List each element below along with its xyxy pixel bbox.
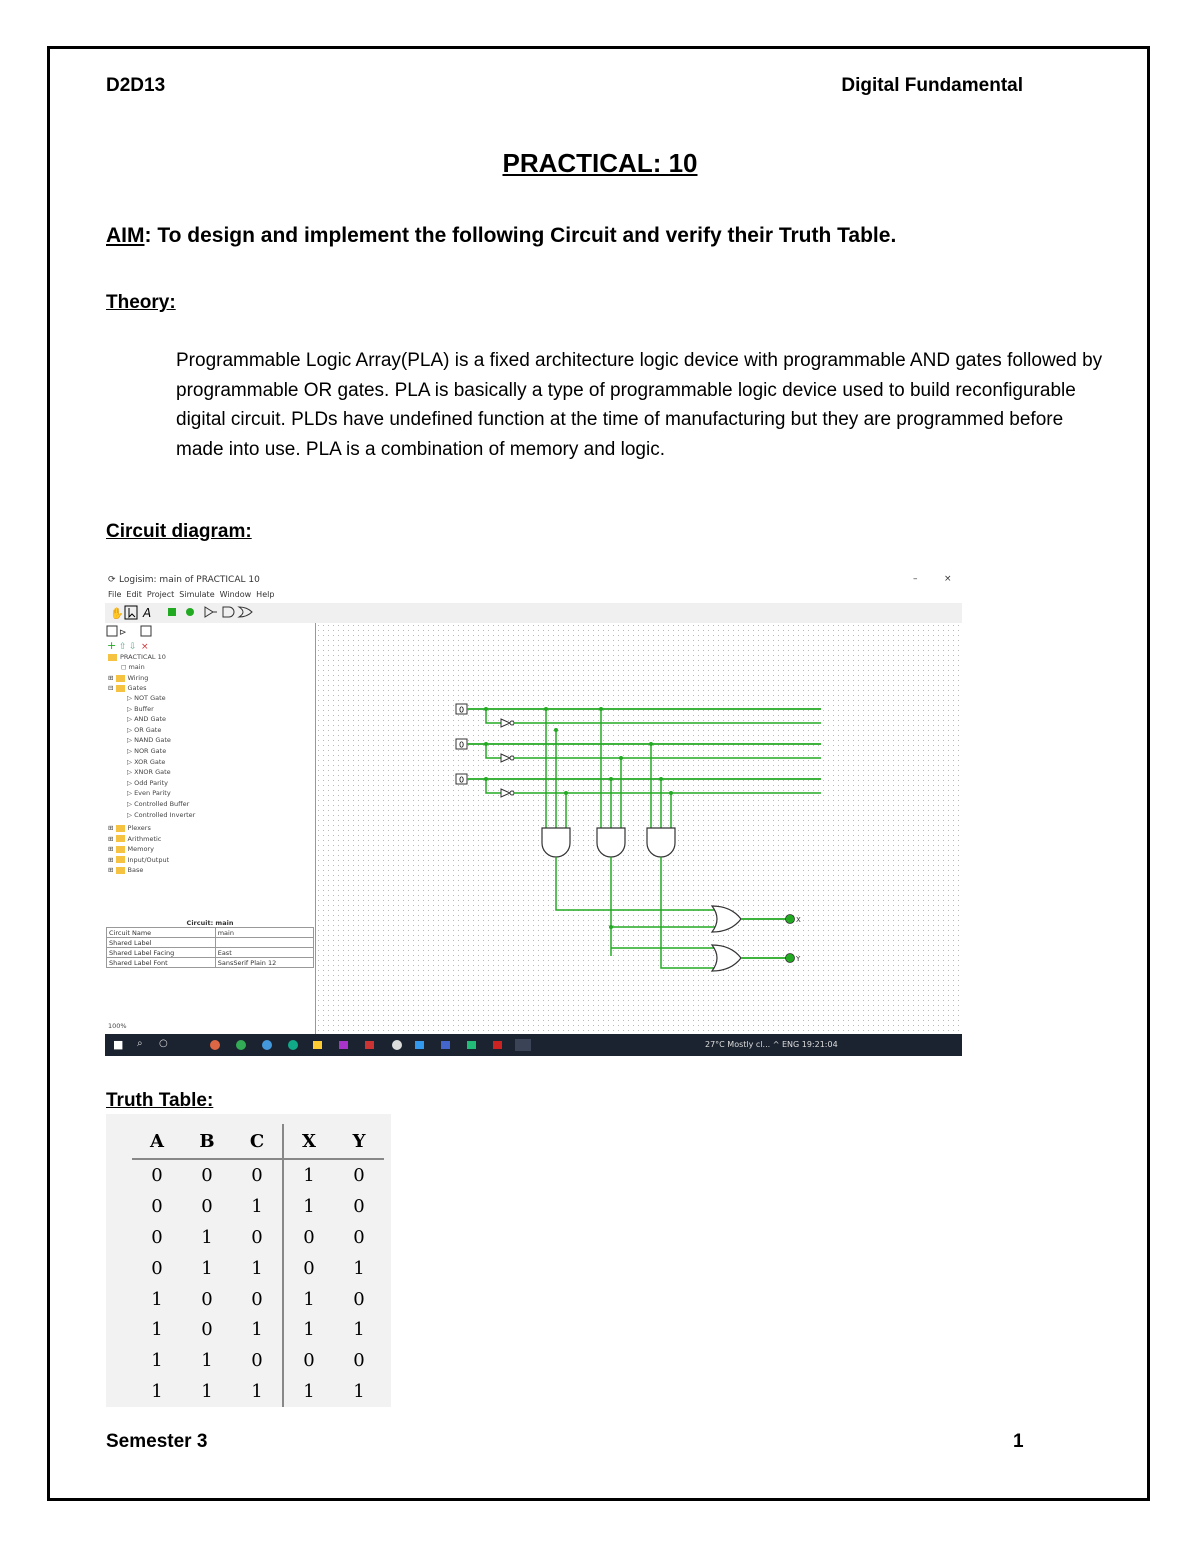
truth-table-cell: 0 — [283, 1253, 334, 1284]
truth-table-cell: 1 — [353, 1381, 365, 1403]
truth-table-cell: 0 — [283, 1222, 334, 1253]
truth-table — [132, 1124, 384, 1407]
app-icon[interactable] — [365, 1041, 374, 1049]
truth-table-row — [132, 1159, 384, 1191]
truth-table-cell: 1 — [251, 1381, 263, 1403]
tree-folder-wiring[interactable]: ⊞ Wiring — [108, 674, 149, 682]
menu-help[interactable]: Help — [256, 590, 275, 599]
component-tree — [105, 651, 315, 915]
not-gate — [501, 789, 510, 797]
truth-table-cell: 1 — [283, 1314, 334, 1345]
minimize-icon[interactable]: – — [913, 574, 918, 584]
folder-icon — [116, 867, 125, 874]
input-pin-icon[interactable] — [168, 608, 176, 616]
select-tool-icon[interactable] — [125, 606, 137, 619]
vscode-icon[interactable] — [415, 1041, 424, 1049]
close-icon[interactable]: × — [944, 574, 952, 584]
truth-table-row — [132, 1191, 384, 1222]
truth-table-cell: 0 — [251, 1164, 263, 1186]
tree-folder[interactable]: ⊞ Base — [108, 866, 144, 875]
tree-gate-item[interactable]: ▷ Controlled Inverter — [127, 810, 196, 819]
truth-table-cell: 1 — [251, 1319, 263, 1341]
output-pin — [786, 915, 795, 924]
gate-icon: ▷ — [127, 704, 135, 713]
wire — [486, 744, 501, 758]
output-pin-icon[interactable] — [186, 608, 194, 616]
window-title: Logisim: main of PRACTICAL 10 — [119, 575, 260, 585]
truth-table-cell: 0 — [151, 1257, 163, 1279]
truth-table-cell: 1 — [283, 1159, 334, 1191]
gate-icon: ▷ — [127, 694, 135, 702]
truth-table-cell: 0 — [151, 1226, 163, 1248]
text-tool-icon[interactable]: A — [143, 606, 152, 620]
truth-table-row — [132, 1253, 384, 1284]
truth-table-cell: 1 — [283, 1284, 334, 1315]
folder-icon — [116, 825, 125, 832]
output-pin-label: X — [796, 916, 801, 924]
aim-text: : To design and implement the following Circuit and verify their Truth Table. — [144, 224, 897, 247]
attr-value[interactable]: SansSerif Plain 12 — [215, 958, 313, 968]
folder-icon — [116, 846, 125, 853]
truth-table-cell: 1 — [151, 1381, 163, 1403]
input-pin-value: 0 — [459, 705, 465, 715]
truth-table-row — [132, 1222, 384, 1253]
not-gate-icon[interactable] — [205, 607, 217, 617]
truth-table-cell: 0 — [151, 1195, 163, 1217]
tree-gate-item[interactable]: ▷ NOR Gate — [127, 747, 167, 755]
windows-taskbar — [105, 1034, 962, 1056]
truth-table-cell: 1 — [151, 1319, 163, 1341]
gate-icon: ▷ — [127, 715, 135, 724]
wire — [486, 779, 501, 793]
truth-table-cell: 1 — [151, 1288, 163, 1310]
truth-table-cell: 1 — [201, 1257, 213, 1279]
and-gate — [597, 828, 625, 857]
toolbar-tools — [105, 603, 305, 623]
output-pin-label: Y — [796, 955, 801, 963]
input-pin-value: 0 — [459, 740, 465, 750]
explorer-tools — [105, 623, 315, 653]
circuit-canvas[interactable] — [315, 623, 962, 1034]
attr-value[interactable] — [215, 938, 313, 948]
footer-semester: Semester 3 — [106, 1431, 208, 1452]
truth-table-cell: 1 — [151, 1350, 163, 1372]
folder-icon — [116, 835, 125, 842]
gate-icon: ▷ — [127, 789, 135, 798]
tree-gate-item[interactable]: ▷ XNOR Gate — [127, 768, 171, 777]
attribute-table-title: Circuit: main — [186, 918, 234, 927]
tree-gate-item[interactable]: ▷ Odd Parity — [127, 778, 168, 787]
menu-simulate[interactable]: Simulate — [179, 590, 215, 599]
gate-icon: ▷ — [127, 747, 135, 755]
not-gate-bubble — [510, 721, 514, 725]
truth-table-cell: 0 — [251, 1226, 263, 1248]
menu-project[interactable]: Project — [146, 590, 175, 599]
truth-table-cell: 1 — [201, 1226, 213, 1248]
app-icon[interactable] — [236, 1040, 246, 1050]
truth-table-cell: 0 — [283, 1345, 334, 1376]
app-icon[interactable] — [288, 1040, 298, 1050]
not-gate — [501, 754, 510, 762]
truth-table-cell: 0 — [251, 1350, 263, 1372]
main-toolbar — [105, 603, 962, 623]
attr-label: Shared Label — [107, 938, 216, 948]
layout-icon[interactable] — [141, 626, 151, 636]
gate-icon: ▷ — [127, 768, 135, 777]
or-gate — [712, 945, 741, 971]
explorer-toolbar — [105, 623, 315, 653]
taskbar-apps — [205, 1038, 535, 1052]
tree-folder-gates[interactable]: ⊟ Gates — [108, 684, 147, 692]
folder-icon — [116, 856, 125, 863]
or-gate-icon[interactable] — [239, 607, 252, 617]
not-gate-bubble — [510, 756, 514, 760]
gate-icon: ▷ — [127, 810, 135, 819]
truth-table-cell: 1 — [201, 1350, 213, 1372]
tree-gate-item[interactable]: ▷ XOR Gate — [127, 757, 166, 766]
truth-table-cell: 1 — [251, 1195, 263, 1217]
poke-tool-icon[interactable]: ✋ — [110, 607, 124, 620]
gate-icon: ▷ — [127, 725, 135, 734]
wire — [486, 709, 501, 723]
tree-gate-item[interactable]: ▷ OR Gate — [127, 725, 162, 734]
tree-gate-item[interactable]: ▷ NAND Gate — [127, 736, 171, 745]
truth-table-cell: 0 — [251, 1288, 263, 1310]
folder-app-icon[interactable] — [313, 1041, 322, 1049]
wire — [661, 857, 716, 968]
folder-icon — [108, 654, 117, 661]
truth-table-cell: 0 — [201, 1288, 213, 1310]
truth-table-cell: 0 — [201, 1195, 213, 1217]
truth-table-row — [132, 1284, 384, 1315]
truth-table-heading: Truth Table: — [106, 1090, 214, 1111]
attr-label: Circuit Name — [107, 928, 216, 938]
truth-table-cell: 0 — [353, 1226, 365, 1248]
logisim-icon: ⟳ — [108, 575, 116, 585]
tree-folder[interactable]: ⊞ Input/Output — [108, 855, 170, 864]
truth-table-cell: 1 — [353, 1319, 365, 1341]
tree-gate-item[interactable]: ▷ Even Parity — [127, 789, 171, 798]
tree-folder[interactable]: ⊞ Plexers — [108, 824, 151, 832]
app-icon[interactable] — [210, 1040, 220, 1050]
add-circuit-icon[interactable]: + — [107, 639, 117, 652]
tree-folder[interactable]: ⊞ Arithmetic — [108, 834, 162, 843]
attr-label: Shared Label Facing — [107, 948, 216, 958]
aim-statement — [106, 224, 896, 248]
truth-table-row — [132, 1345, 384, 1376]
simulation-icon[interactable]: ⊳ — [119, 628, 127, 638]
tree-item-main[interactable]: ◻ main — [121, 663, 145, 671]
circuit-heading: Circuit diagram: — [106, 521, 252, 542]
theory-paragraph: Programmable Logic Array(PLA) is a fixed architecture logic device with programmable AND gates followed by programmable OR gates. PLA is basically a type of programmable logic device used to build reconfigurable digital circuit. PLDs have undefined function at the time of manufacturing but they are programmed before made into use. PLA is a combination of memory and logic. — [176, 350, 1103, 460]
truth-table-cell: 0 — [353, 1164, 365, 1186]
truth-table-cell: 1 — [201, 1381, 213, 1403]
gate-icon: ▷ — [127, 736, 135, 745]
cortana-icon[interactable]: ○ — [159, 1038, 168, 1049]
gate-icon: ▷ — [127, 778, 135, 787]
attr-value[interactable]: East — [215, 948, 313, 958]
truth-table-cell: 1 — [353, 1257, 365, 1279]
theory-heading: Theory: — [106, 292, 176, 313]
truth-table-header-a: A — [132, 1124, 182, 1159]
pdf-app-icon[interactable] — [493, 1041, 502, 1049]
tree-root[interactable]: PRACTICAL 10 — [108, 653, 166, 663]
header-subject: Digital Fundamental — [841, 75, 1023, 96]
app-icon[interactable] — [262, 1040, 272, 1050]
gate-icon: ▷ — [127, 800, 135, 808]
truth-table-cell: 0 — [353, 1288, 365, 1310]
attribute-table — [106, 918, 314, 968]
attr-label: Shared Label Font — [107, 958, 216, 968]
menu-bar — [105, 590, 274, 602]
page-title: PRACTICAL: 10 — [502, 148, 698, 178]
toolbox-icon[interactable] — [107, 626, 117, 636]
truth-table-cell: 1 — [283, 1191, 334, 1222]
truth-table-header-y: Y — [334, 1124, 384, 1159]
truth-table-cell: 1 — [251, 1257, 263, 1279]
app-icon[interactable] — [441, 1041, 450, 1049]
truth-table-cell: 1 — [283, 1376, 334, 1407]
system-tray: 27°C Mostly cl... ^ ENG 19:21:04 — [705, 1040, 838, 1049]
tree-gate-item[interactable]: ▷ NOT Gate — [127, 694, 166, 702]
delete-icon[interactable]: × — [141, 642, 149, 652]
truth-table-cell: 0 — [151, 1164, 163, 1186]
footer-page-number: 1 — [1013, 1431, 1024, 1452]
wire — [556, 857, 716, 910]
truth-table-panel — [106, 1114, 391, 1407]
truth-table-row — [132, 1376, 384, 1407]
tree-folder[interactable]: ⊞ Memory — [108, 845, 154, 854]
and-gate — [647, 828, 675, 857]
menu-window[interactable]: Window — [219, 590, 252, 599]
active-app-icon[interactable] — [515, 1039, 531, 1051]
truth-table-cell: 0 — [201, 1164, 213, 1186]
not-gate — [501, 719, 510, 727]
not-gate-bubble — [510, 791, 514, 795]
circuit-screenshot — [105, 572, 962, 1056]
gate-icon: ▷ — [127, 757, 135, 766]
aim-label: AIM — [106, 224, 145, 247]
output-pin — [786, 954, 795, 963]
and-gate-icon[interactable] — [223, 607, 234, 617]
start-icon[interactable]: ■ — [113, 1038, 124, 1051]
and-gate — [542, 828, 570, 857]
search-icon[interactable]: ⌕ — [137, 1038, 143, 1049]
truth-table-cell: 0 — [201, 1319, 213, 1341]
menu-edit[interactable]: Edit — [126, 590, 142, 599]
or-gate — [712, 906, 741, 932]
tree-gate-item[interactable]: ▷ Controlled Buffer — [127, 800, 190, 808]
truth-table-header-b: B — [182, 1124, 232, 1159]
move-up-icon[interactable]: ⇧ — [119, 642, 127, 652]
truth-table-header-x: X — [283, 1124, 334, 1159]
attr-value[interactable]: main — [215, 928, 313, 938]
truth-table-header-c: C — [232, 1124, 283, 1159]
truth-table-row — [132, 1314, 384, 1345]
tree-gate-item[interactable]: ▷ Buffer — [127, 704, 154, 713]
move-down-icon[interactable]: ⇩ — [129, 642, 137, 652]
app-icon[interactable] — [467, 1041, 476, 1049]
tree-gate-item[interactable]: ▷ AND Gate — [127, 715, 167, 724]
truth-table-cell: 0 — [353, 1350, 365, 1372]
app-icon[interactable] — [339, 1041, 348, 1049]
input-pin-value: 0 — [459, 775, 465, 785]
circuit-schematic — [316, 623, 962, 1034]
zoom-level[interactable]: 100% — [108, 1022, 127, 1030]
menu-file[interactable]: File — [108, 590, 122, 599]
truth-table-cell: 0 — [353, 1195, 365, 1217]
app-icon[interactable] — [392, 1040, 402, 1050]
header-course-code: D2D13 — [106, 75, 166, 96]
